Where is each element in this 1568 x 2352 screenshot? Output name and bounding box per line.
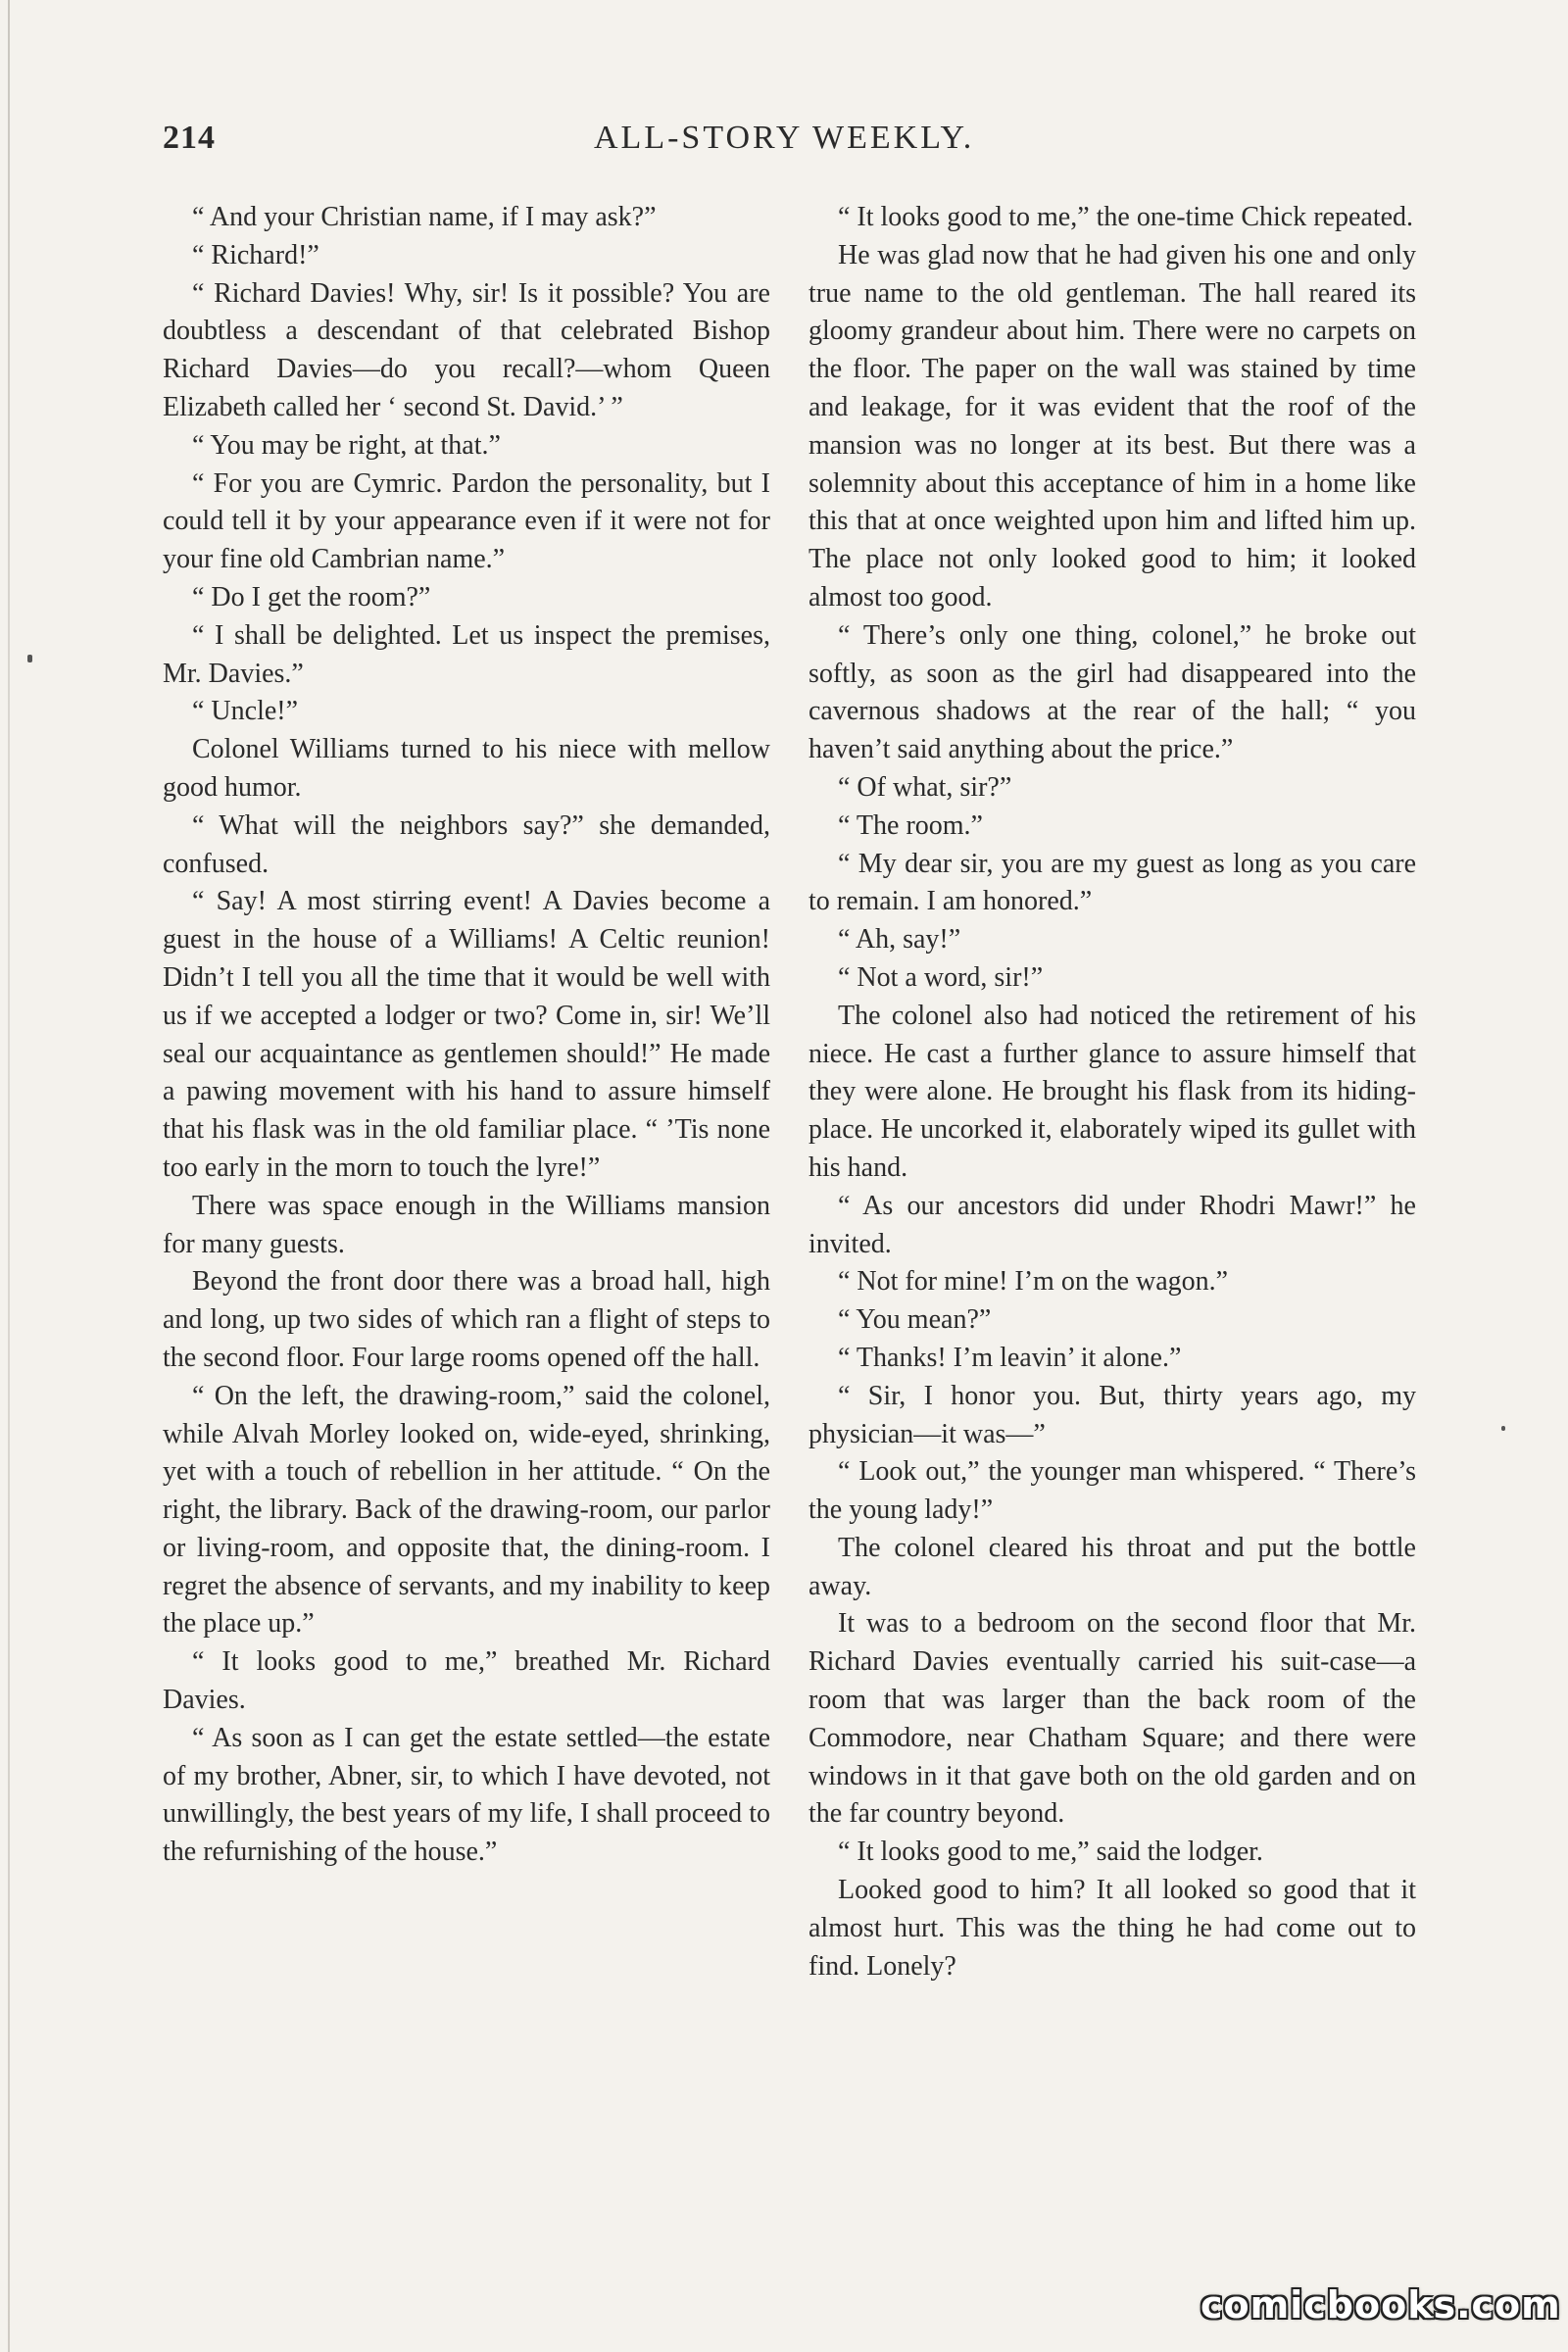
paragraph: “ As our ancestors did under Rhodri Mawr!” he invited. xyxy=(808,1190,1416,1259)
paragraph: “ It looks good to me,” breathed Mr. Richard Davies. xyxy=(163,1646,770,1716)
paragraph: “ You may be right, at that.” xyxy=(192,429,501,461)
paragraph: Looked good to him? It all looked so good that it almost hurt. This was the thing he had come out to find. Lonely? xyxy=(808,1875,1416,1982)
paragraph: “ The room.” xyxy=(838,809,983,841)
paragraph: “ Of what, sir?” xyxy=(838,771,1012,803)
paragraph: “ There’s only one thing, colonel,” he broke out softly, as soon as the girl had disappeared into the cavernous shadows at the rear of the hall; “ you haven’t said anything about the price.” xyxy=(808,619,1416,765)
paragraph: “ Do I get the room?” xyxy=(192,581,431,612)
paragraph: “ Richard!” xyxy=(192,239,319,270)
paragraph: The colonel also had noticed the retirement of his niece. He cast a further glance to assure himself that they were alone. He brought his flask from its hiding-place. He uncorked it, elaborately wiped its gullet with his hand. xyxy=(808,1000,1416,1183)
paragraph: “ You mean?” xyxy=(838,1304,992,1336)
print-speck xyxy=(27,655,32,662)
paragraph: “ It looks good to me,” said the lodger. xyxy=(838,1837,1263,1868)
running-title: ALL-STORY WEEKLY. xyxy=(594,120,975,156)
paragraph: It was to a bedroom on the second floor that Mr. Richard Davies eventually carried his suit-case—a room that was larger than the back room of the Commodore, near Chatham Square; and there were windows in it that gave both on the old garden and on the far country beyond. xyxy=(808,1608,1416,1830)
paragraph: There was space enough in the Williams mansion for many guests. xyxy=(163,1190,770,1259)
paragraph: “ It looks good to me,” the one-time Chick repeated. xyxy=(838,202,1414,232)
paragraph: Beyond the front door there was a broad hall, high and long, up two sides of which ran a flight of steps to the second floor. Four large rooms opened off the hall. xyxy=(163,1266,770,1373)
paragraph: “ Not for mine! I’m on the wagon.” xyxy=(838,1266,1229,1298)
paragraph: “ What will the neighbors say?” she demanded, confused. xyxy=(163,809,770,879)
paragraph: “ Sir, I honor you. But, thirty years ago, my physician—it was—” xyxy=(808,1380,1416,1449)
paragraph: “ I shall be delighted. Let us inspect the premises, Mr. Davies.” xyxy=(163,619,770,689)
watermark-logo: comicbooks.com xyxy=(1200,2283,1561,2327)
paragraph: He was glad now that he had given his one and only true name to the old gentleman. The hall reared its gloomy grandeur about him. There were no carpets on the floor. The paper on the wall was stained by time and leakage, for it was evident that the roof of the mansion was no longer at its best. But there was a solemnity about this acceptance of him in a home like this that at once weighted upon him and lifted him up. The place not only looked good to him; it looked almost too good. xyxy=(808,239,1416,612)
binding-edge xyxy=(8,0,10,2352)
paragraph: “ Not a word, sir!” xyxy=(838,961,1044,993)
left-column xyxy=(163,199,770,1872)
paragraph: “ Look out,” the younger man whispered. “ There’s the young lady!” xyxy=(808,1456,1416,1526)
paragraph: “ Richard Davies! Why, sir! Is it possible? You are doubtless a descendant of that celebrated Bishop Richard Davies—do you recall?—whom Queen Elizabeth called her ‘ second St. David.’ ” xyxy=(163,277,770,422)
paragraph: “ For you are Cymric. Pardon the personality, but I could tell it by your appearance even if it were not for your fine old Cambrian name.” xyxy=(163,467,770,575)
paragraph: “ And your Christian name, if I may ask?” xyxy=(192,202,657,232)
page-header xyxy=(163,120,1417,169)
page-number: 214 xyxy=(163,120,216,156)
paragraph: Colonel Williams turned to his niece with mellow good humor. xyxy=(163,734,770,803)
right-column xyxy=(808,199,1416,1985)
paragraph: “ Say! A most stirring event! A Davies become a guest in the house of a Williams! A Celtic reunion! Didn’t I tell you all the time that it would be well with us if we accepted a lodger or two? Come in, sir! We’ll seal our acquaintance as gentlemen should!” He made a pawing movement with his hand to assure himself that his flask was in the old familiar place. “ ’Tis none too early in the morn to touch the lyre!” xyxy=(163,886,770,1183)
print-speck xyxy=(1501,1426,1505,1431)
paragraph: “ Uncle!” xyxy=(192,696,299,727)
paragraph: “ My dear sir, you are my guest as long as you care to remain. I am honored.” xyxy=(808,848,1416,917)
paragraph: “ Thanks! I’m leavin’ it alone.” xyxy=(838,1342,1182,1373)
paragraph: “ As soon as I can get the estate settled—the estate of my brother, Abner, sir, to which I have devoted, not unwillingly, the best years of my life, I shall proceed to the refurnishing of the house.” xyxy=(163,1722,770,1868)
paragraph: “ On the left, the drawing-room,” said the colonel, while Alvah Morley looked on, wide-eyed, shrinking, yet with a touch of rebellion in her attitude. “ On the right, the library. Back of the drawing-room, our parlor or living-room, and opposite that, the dining-room. I regret the absence of servants, and my inability to keep the place up.” xyxy=(163,1380,770,1640)
paragraph: “ Ah, say!” xyxy=(838,924,961,956)
paragraph: The colonel cleared his throat and put the bottle away. xyxy=(808,1532,1416,1601)
